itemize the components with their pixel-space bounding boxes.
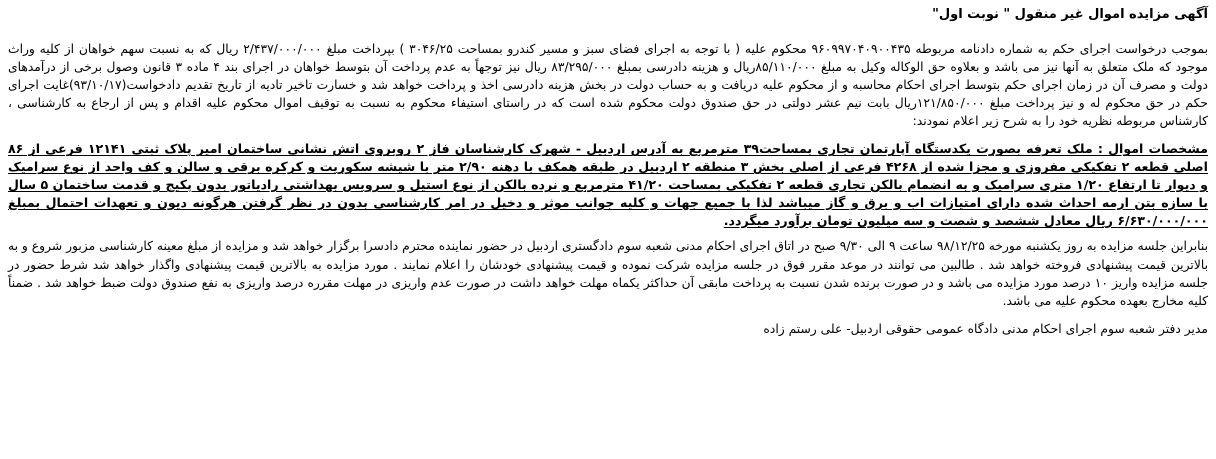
notice-title: آگهی مزایده اموال غیر منقول " نوبت اول" — [932, 7, 1208, 22]
signature-line: مدیر دفتر شعبه سوم اجرای احکام مدنی دادگاه عمومی حقوقی اردبیل- علی رستم زاده — [763, 321, 1208, 336]
auction-session-paragraph: بنابراین جلسه مزایده به روز یکشنبه مورخه ۹۸/۱۲/۲۵ ساعت ۹ الی ۹/۳۰ صبح در اتاق اجرای احکام مدنی شعبه سوم دادگستری اردبیل در حضور نماینده محترم دادسرا برگزار خواهد شد و مزایده از مبلغ معینه کارشناسی مزبور شروع و به بالاترین قیمت پیشنهادی فروخته خواهد شد . طالبین می توانند در موعد مقرر فوق در جلسه مزایده شرکت نموده و قیمت پیشنهادی خودشان را اعلام نمایند . مورد مزایده به بالاترین قیمت پیشنهادی واگذار خواهد شد شرط حضور در جلسه مزایده واریز ۱۰ درصد مورد مزایده می باشد و در صورت برنده شدن نسبت به پرداخت مابقی آن حداکثر یکماه مهلت خواهد داشت در صورت عدم واریزی در مهلت مقرره درصد واریزی به نفع صندوق دولت ضبط خواهد شد . ضمناً کلیه مخارج بعهده محکوم علیه می باشد. — [8, 239, 1208, 308]
notice-intro-paragraph: بموجب درخواست اجرای حکم به شماره دادنامه مربوطه ۹۶۰۹۹۷۰۴۰۹۰۰۴۳۵ محکوم علیه ( با توجه به اجرای فضای سبز و مسیر کندرو بمساحت ۳۰۴۶/۲۵ ) بپرداخت مبلغ ۲/۴۳۷/۰۰۰/۰۰۰ ریال که به نسبت سهم خواهان از کلیه وراث موجود که ملک متعلق به آنها نیز می باشد و بعلاوه حق الوکاله وکیل به مبلغ ۸۵/۱۱۰/۰۰۰ریال و هزینه دادرسی بمبلغ ۸۳/۲۹۵/۰۰۰ ریال نیز توجهاً به عدم پرداخت آن بتوسط خواهان در اجرای بند ۴ ماده ۳ قانون وصول برخی از درآمدهای دولت و مصرف آن در زمان اجرای حکم بتوسط اجرای احکام محاسبه و از محکوم علیه دریافت و به حساب دولت در بخش هزینه دادرسی اخذ و پرداخت خواهد شد و خسارت تاخیر تادیه از تاریخ تقدیم دادخواست(۹۳/۱۰/۱۷)غایت اجرای حکم در حق محکوم له و نیز پرداخت مبلغ ۱۲۱/۸۵۰/۰۰۰ریال بابت نیم عشر دولتی در حق صندوق دولت محکوم شده است که در راستای استیفاء محکوم به نسبت به توقیف اموال محکوم علیه اقدام و پس از ارجاع به کارشناسی ، کارشناس مربوطه نظریه خود را به شرح زیر اعلام نمودند: — [8, 42, 1208, 129]
property-specification-paragraph: مشخصات اموال : ملک تعرفه بصورت یکدستگاه آپارتمان تجاری بمساحت۳۹ مترمربع به آدرس اردبیل - شهرک کارشناسان فاز ۲ روبروی اتش نشانی ساختمان امیر پلاک ثبتی ۱۲۱۴۱ فرعی از ۸۶ اصلی قطعه ۲ تفکیکی مفروزی و مجزا شده از ۴۲۶۸ فرعی از اصلی بخش ۳ منطقه ۲ اردبیل در طبقه همکف با دهنه ۲/۹۰ متر با شیشه سکوریت و کرکره برقی و سالن و کف واحد از نوع سرامیک و دیوار تا ارتفاع ۱/۲۰ متری سرامیک و به انضمام بالکن تجاری قطعه ۲ تفکیکی بمساحت ۴۱/۲۰ مترمربع و نرده بالکن از نوع استیل و سرویس بهداشتی رادیاتور بدون پکیج و قدمت ساختمان ۵ سال با سازه بتن ارمه احداث شده دارای امتیازات اب و برق و گاز میباشد لذا با جمیع جهات و کلیه جوانب موثر و دخیل در امر کارشناسی بدون در نظر گرفتن هرگونه دیون و تعهدات احتمال بمبلغ ۶/۶۳۰/۰۰۰/۰۰۰ ریال معادل ششصد و شصت و سه میلیون تومان برآورد میگردد. — [8, 141, 1209, 228]
